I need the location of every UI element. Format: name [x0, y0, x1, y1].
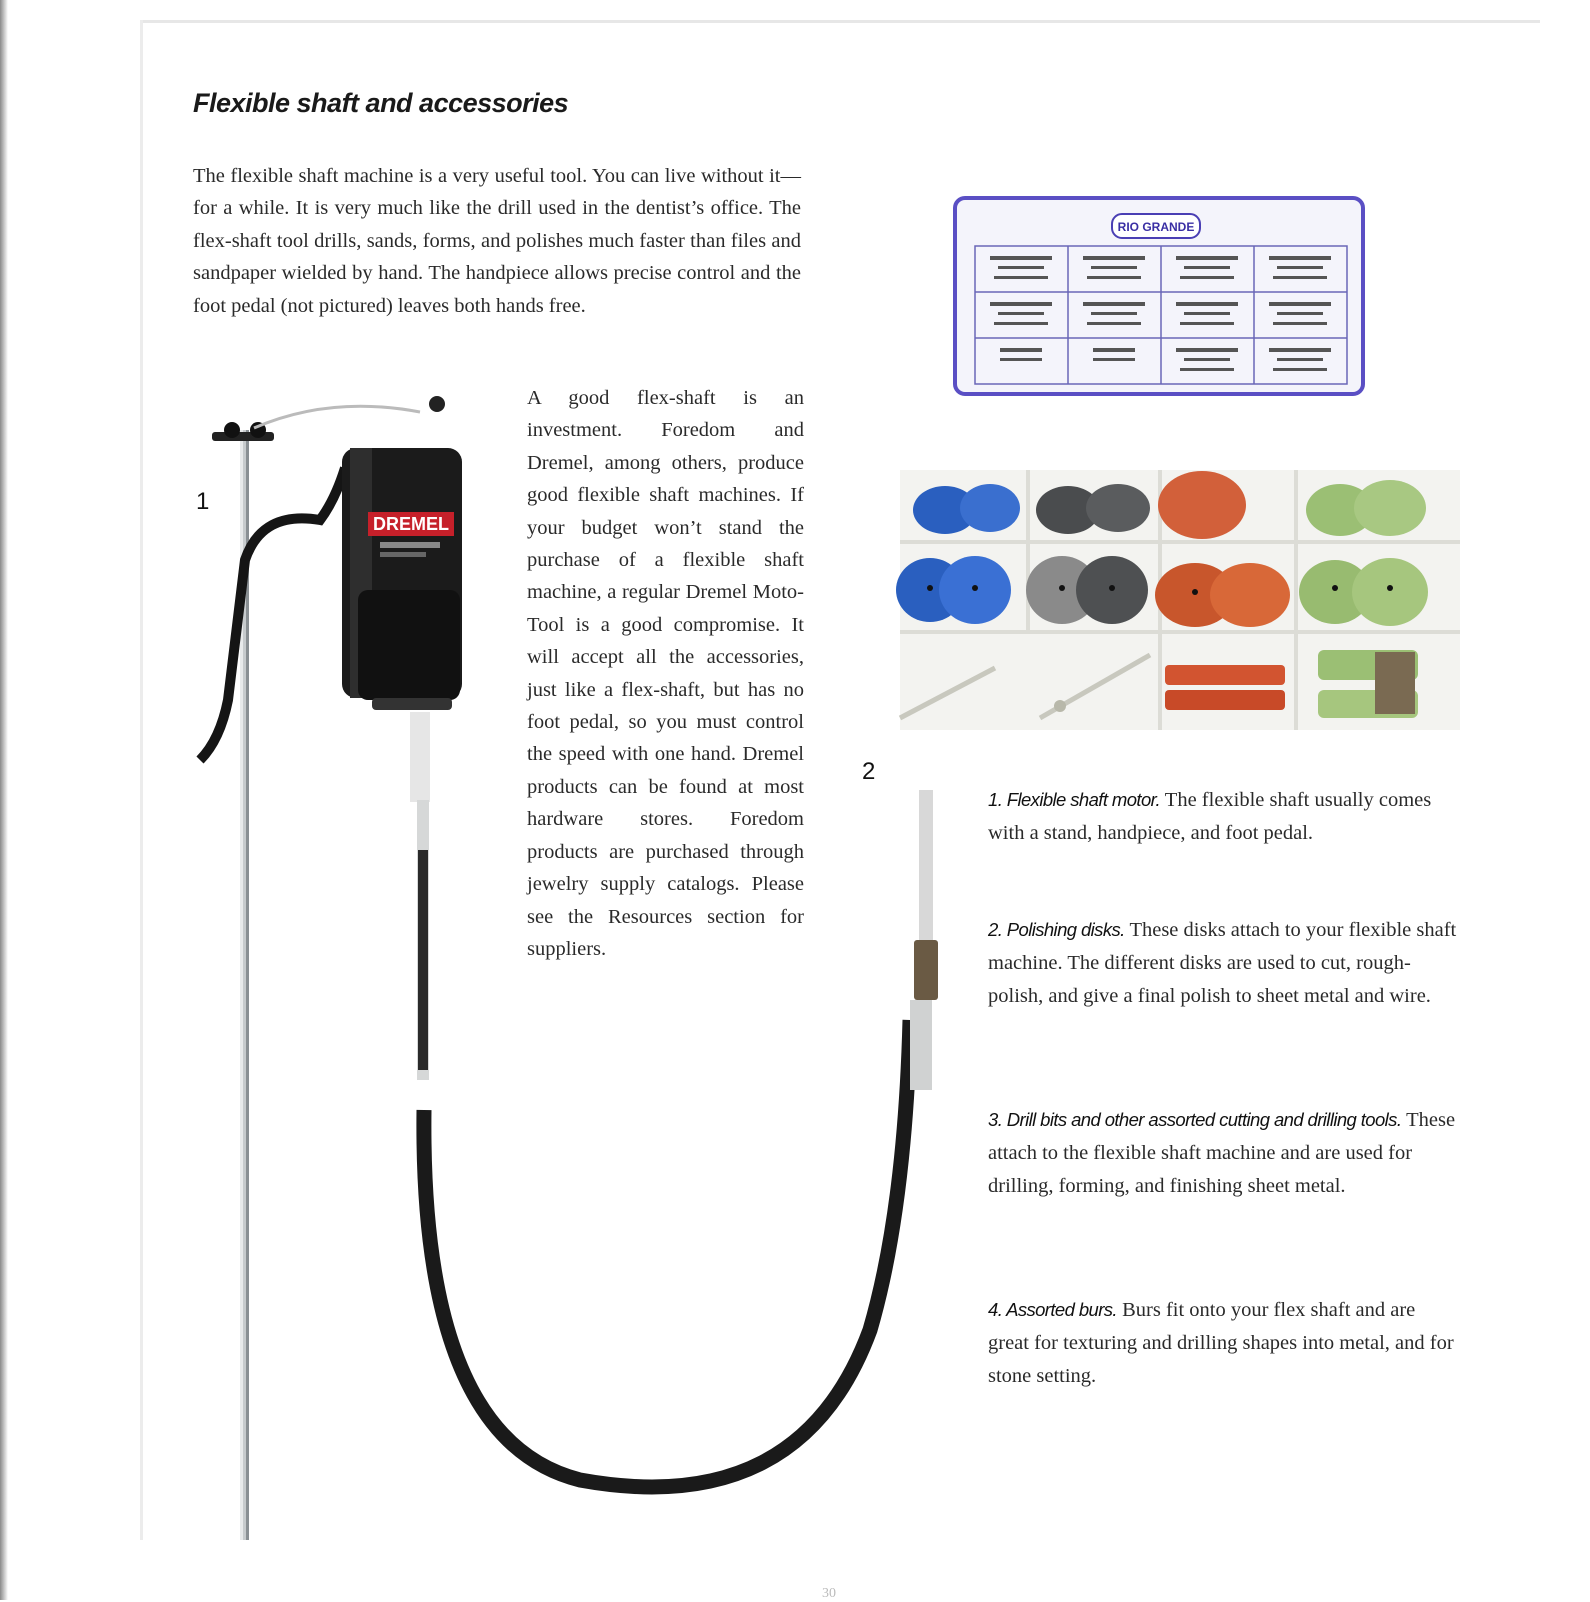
- polishing-disks-tray: [896, 470, 1460, 730]
- caption-lead: 2. Polishing disks.: [988, 919, 1125, 940]
- intro-paragraph: The flexible shaft machine is a very useful tool. You can live without it—for a while. It is very much like the drill used in the dentist’s office. The flex-shaft tool drills, sands, forms, and polishes much faster than files and sandpaper wielded by hand. The handpiece allows precise control and the foot pedal (not pictured) leaves both hands free.: [193, 165, 801, 317]
- caption-lead: 1. Flexible shaft motor.: [988, 789, 1161, 810]
- figure-number-1: 1: [196, 488, 210, 515]
- caption-text: These attach to the flexible shaft machine and are used for drilling, forming, and finishing sheet metal.: [988, 1109, 1456, 1197]
- page-heading: Flexible shaft and accessories: [193, 88, 569, 118]
- figure-number-2: 2: [862, 758, 876, 785]
- caption-text: These disks attach to your flexible shaft machine. The different disks are used to cut, rough-polish, and give a final polish to sheet metal and wire.: [988, 919, 1457, 1007]
- caption-drill-bits: [988, 1104, 1458, 1202]
- caption-polishing-disks: [988, 914, 1458, 1012]
- caption-flexible-shaft-motor: [988, 784, 1458, 850]
- caption-assorted-burs: [988, 1294, 1458, 1392]
- caption-text: Burs fit onto your flex shaft and are great for texturing and drilling shapes into metal, and for stone setting.: [988, 1299, 1454, 1387]
- caption-text: The flexible shaft usually comes with a stand, handpiece, and foot pedal.: [988, 789, 1432, 844]
- rio-grande-card: [955, 198, 1363, 394]
- card-brand: RIO GRANDE: [1117, 220, 1195, 234]
- motor-brand-label: DREMEL: [373, 514, 449, 534]
- caption-lead: 3. Drill bits and other assorted cutting and drilling tools.: [988, 1109, 1402, 1130]
- caption-lead: 4. Assorted burs.: [988, 1299, 1117, 1320]
- page-number: 30: [822, 1586, 836, 1601]
- body-paragraph: A good flex-shaft is an investment. Foredom and Dremel, among others, produce good flexible shaft machines. If your budget won’t stand the purchase of a flexible shaft machine, a regular Dremel Moto-Tool is a good compromise. It will accept all the accessories, just like a flex-shaft, but has no foot pedal, so you must control the speed with one hand. Dremel products can be found at most hardware stores. Foredom products are purchased through jewelry supply catalogs. Please see the Resources section for suppliers.: [527, 387, 804, 960]
